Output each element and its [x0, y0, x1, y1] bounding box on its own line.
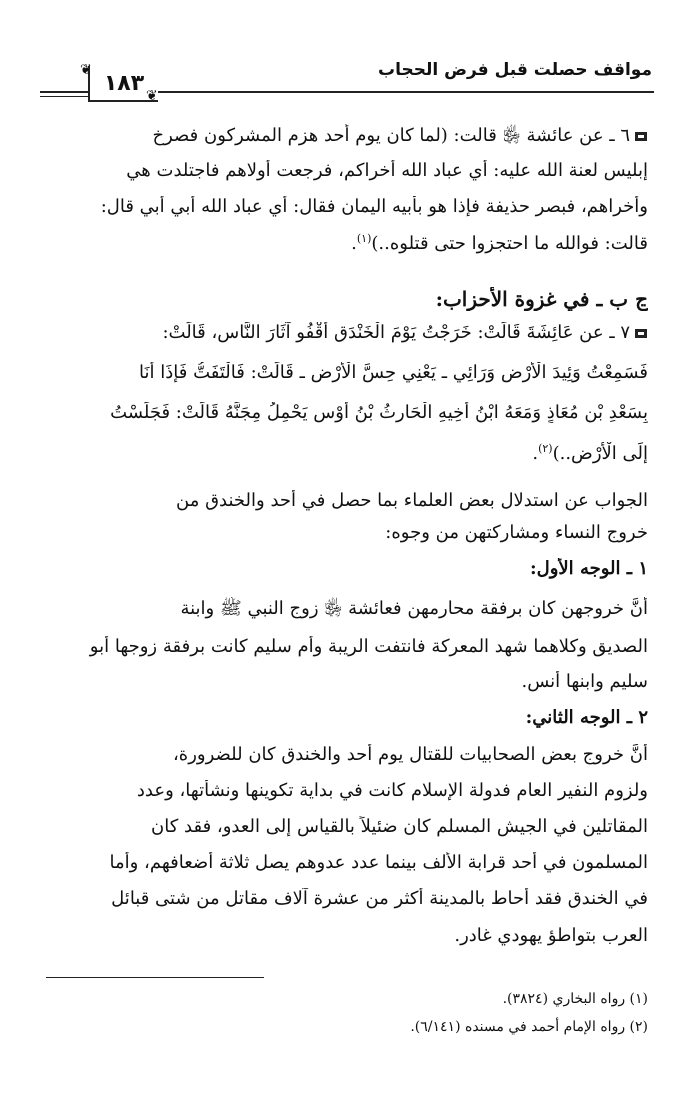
hadith-6-line-4: قالت: فوالله ما احتجزوا حتى قتلوه..)$^{(١)}$. — [351, 232, 648, 254]
first-aspect-line-1: أنَّ خروجهن كان برفقة محارمهن فعائشة ﵂ زوج النبي ﷺ وابنة — [180, 598, 648, 619]
hadith-marker-icon — [634, 130, 648, 143]
second-aspect-line-5: في الخندق فقد أحاط بالمدينة أكثر من عشرة آلاف مقاتل من شتى قبائل — [111, 888, 648, 909]
section-heading-ahzab: ﭶ ب ـ في غزوة الأحزاب: — [435, 287, 648, 311]
header-rule — [158, 91, 654, 93]
second-aspect-line-4: المسلمون في أحد قرابة الألف بينما عدد عدوهم يصل ثلاثة أضعافهم، وأما — [109, 852, 648, 873]
running-header-title: مواقف حصلت قبل فرض الحجاب — [377, 60, 652, 80]
heading-second-aspect: ٢ ـ الوجه الثاني: — [525, 707, 648, 728]
answer-intro-line-1: الجواب عن استدلال بعض العلماء بما حصل في أحد والخندق من — [176, 490, 648, 511]
second-aspect-line-6: العرب بتواطؤ يهودي غادر. — [454, 925, 648, 946]
header-rule-left-thin — [40, 96, 88, 97]
footnote-ref-1: (١) — [356, 232, 372, 245]
hadith-6-line-2: إبليس لعنة الله عليه: أي عباد الله أخراكم، فرجعت أولاهم فاجتلدت هي — [126, 160, 648, 181]
footnote-2: (٢) رواه الإمام أحمد في مسنده (٦/١٤١). — [410, 1019, 648, 1035]
heading-first-aspect: ١ ـ الوجه الأول: — [530, 558, 648, 579]
footnote-rule — [46, 977, 264, 978]
hadith-7-line-1: ٧ ـ عن عَائِشَةَ قَالَتْ: خَرَجْتُ يَوْمَ الْخَنْدَقِ أَقْفُو آثَارَ النَّاسِ، قَالَتْ: — [46, 322, 648, 343]
first-aspect-line-2: الصديق وكلاهما شهد المعركة فانتفت الريبة وأم سليم كانت برفقة زوجها أبو — [89, 636, 648, 657]
hadith-marker-icon — [634, 327, 648, 340]
ornament-icon: ❦ — [80, 62, 92, 78]
answer-intro-line-2: خروج النساء ومشاركتهن من وجوه: — [385, 522, 648, 543]
first-aspect-line-3: سليم وابنها أنس. — [521, 671, 648, 692]
header-rule-left — [40, 91, 88, 93]
second-aspect-line-2: ولزوم النفير العام فدولة الإسلام كانت في بداية تكوينها ونشأتها، وعدد — [136, 780, 648, 801]
hadith-7-line-3: بِسَعْدِ بْنِ مُعَاذٍ وَمَعَهُ ابْنُ أَخِيهِ الْحَارِثُ بْنُ أَوْسٍ يَحْمِلُ مِجَنَّهُ قَالَتْ: فَجَلَسْتُ — [110, 402, 648, 423]
hadith-6-line-1: ٦ ـ عن عائشة ﵂ قالت: (لما كان يوم أحد هزم المشركون فصرخ — [46, 124, 648, 150]
footnote-1: (١) رواه البخاري (٣٨٢٤). — [502, 991, 648, 1007]
page-number: ١٨٣ — [88, 66, 158, 102]
hadith-6-line-3: وأخراهم، فبصر حذيفة فإذا هو بأبيه اليمان فقال: أي عباد الله أبي أبي قال: — [100, 196, 648, 217]
hadith-7-line-2: فَسَمِعْتُ وَئِيدَ الْأَرْضِ وَرَائِي ـ يَعْنِي حِسَّ الْأَرْضِ ـ قَالَتْ: فَالْتَفَتُّ فَإِذَا أَنَا — [139, 362, 648, 383]
hadith-7-line-4: إِلَى الْأَرْضِ..)$^{(٢)}$. — [532, 442, 648, 464]
bullet-icon: ﭶ — [635, 287, 648, 311]
second-aspect-line-3: المقاتلين في الجيش المسلم كان ضئيلاً بالقياس إلى العدو، فقد كان — [151, 816, 648, 837]
second-aspect-line-1: أنَّ خروج بعض الصحابيات للقتال يوم أحد والخندق كان للضرورة، — [173, 744, 648, 765]
footnote-ref-2: (٢) — [538, 442, 553, 455]
ornament-icon: ❦ — [146, 88, 158, 104]
